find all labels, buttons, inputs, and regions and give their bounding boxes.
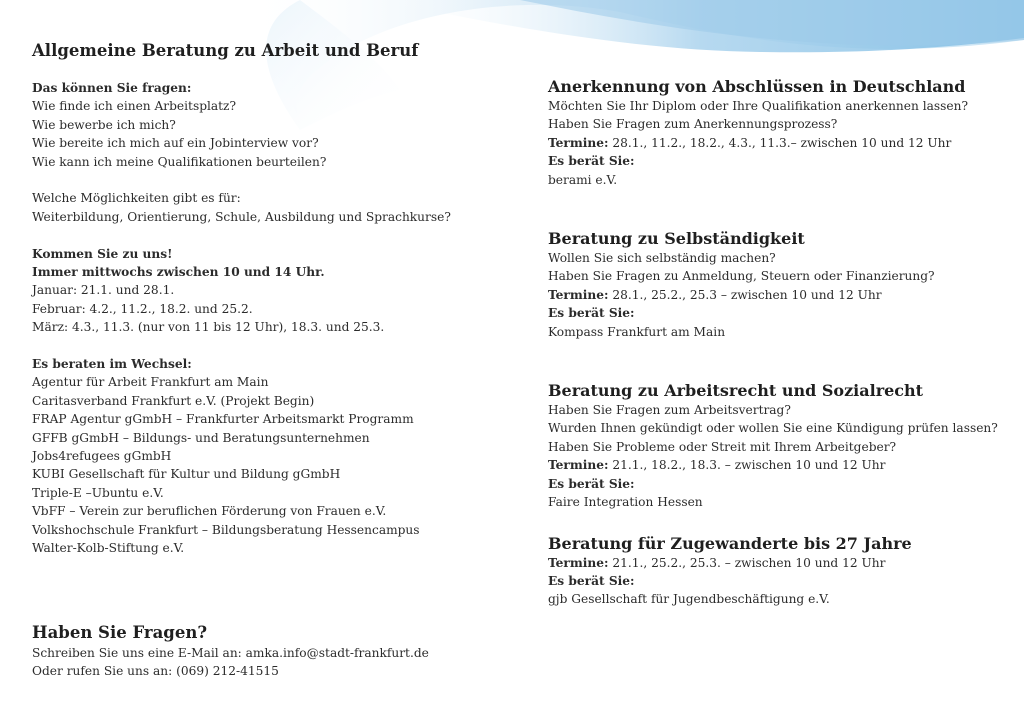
termine-line [548, 134, 1008, 152]
come-heading: Kommen Sie zu uns! [32, 246, 173, 261]
adviser-label: Es berät Sie: [548, 306, 635, 321]
contact-section [32, 622, 502, 681]
termine-line [548, 456, 1008, 474]
section-line: Haben Sie Fragen zum Arbeitsvertrag? [548, 403, 791, 418]
termine-dates: 28.1., 25.2., 25.3 – zwischen 10 und 12 Uhr [608, 287, 882, 302]
termine-line [548, 554, 1008, 572]
advisor-item: FRAP Agentur gGmbH – Frankfurter Arbeitsmarkt Programm [32, 412, 414, 427]
advisor-item: Jobs4refugees gGmbH [32, 449, 172, 464]
advisor-item: KUBI Gesellschaft für Kultur und Bildung gGmbH [32, 467, 341, 482]
section-heading: Anerkennung von Abschlüssen in Deutschland [548, 77, 966, 96]
general-advice-title: Allgemeine Beratung zu Arbeit und Beruf [32, 41, 419, 60]
section-heading: Beratung zu Arbeitsrecht und Sozialrecht [548, 381, 924, 401]
questions-heading: Das können Sie fragen: [32, 81, 192, 95]
advisor-item: Agentur für Arbeit Frankfurt am Main [32, 375, 269, 390]
date-line: März: 4.3., 11.3. (nur von 11 bis 12 Uhr), 18.3. und 25.3. [32, 320, 385, 335]
section-labour-law [548, 381, 1008, 511]
section-heading: Beratung zu Selbständigkeit [548, 229, 805, 249]
adviser-label: Es berät Sie: [548, 476, 635, 491]
advisor-item: VbFF – Verein zur beruflichen Förderung von Frauen e.V. [32, 504, 387, 519]
section-recognition [548, 77, 1008, 189]
termine-label: Termine: [548, 555, 609, 570]
general-advice-column [32, 40, 502, 558]
adviser-name: berami e.V. [548, 172, 618, 187]
adviser-label: Es berät Sie: [548, 154, 635, 169]
termine-dates: 21.1., 18.2., 18.3. – zwischen 10 und 12 Uhr [608, 458, 886, 473]
advisor-item: Caritasverband Frankfurt e.V. (Projekt Begin) [32, 393, 315, 408]
advisor-item: Walter-Kolb-Stiftung e.V. [32, 541, 185, 556]
advisor-item: GFFB gGmbH – Bildungs- und Beratungsunternehmen [32, 430, 370, 445]
section-line: Haben Sie Fragen zu Anmeldung, Steuern oder Finanzierung? [548, 269, 935, 284]
contact-heading: Haben Sie Fragen? [32, 623, 207, 642]
options-list: Weiterbildung, Orientierung, Schule, Ausbildung und Sprachkurse? [32, 209, 451, 224]
section-young-migrants [548, 534, 1008, 609]
section-line: Möchten Sie Ihr Diplom oder Ihre Qualifikation anerkennen lassen? [548, 99, 968, 113]
advisors-heading: Es beraten im Wechsel: [32, 357, 192, 372]
advisor-item: Volkshochschule Frankfurt – Bildungsberatung Hessencampus [32, 522, 420, 537]
section-line: Wurden Ihnen gekündigt oder wollen Sie eine Kündigung prüfen lassen? [548, 421, 998, 436]
termine-dates: 28.1., 11.2., 18.2., 4.3., 11.3.– zwischen 10 und 12 Uhr [608, 135, 952, 150]
termine-dates: 21.1., 25.2., 25.3. – zwischen 10 und 12 Uhr [608, 555, 886, 570]
section-line: Haben Sie Probleme oder Streit mit Ihrem Arbeitgeber? [548, 439, 897, 454]
section-heading: Beratung für Zugewanderte bis 27 Jahre [548, 533, 912, 553]
adviser-name: Faire Integration Hessen [548, 495, 703, 510]
adviser-name: gjb Gesellschaft für Jugendbeschäftigung e.V. [548, 592, 830, 607]
date-line: Februar: 4.2., 11.2., 18.2. und 25.2. [32, 301, 253, 316]
question-item: Wie bereite ich mich auf ein Jobinterview vor? [32, 136, 319, 151]
section-self-employment [548, 229, 1008, 341]
termine-line [548, 286, 1008, 304]
question-item: Wie finde ich einen Arbeitsplatz? [32, 99, 237, 114]
contact-phone-line: Oder rufen Sie uns an: (069) 212-41515 [32, 664, 279, 679]
date-line: Januar: 21.1. und 28.1. [32, 283, 175, 298]
question-item: Wie kann ich meine Qualifikationen beurteilen? [32, 154, 327, 169]
section-line: Wollen Sie sich selbständig machen? [548, 251, 776, 266]
schedule-heading: Immer mittwochs zwischen 10 und 14 Uhr. [32, 265, 325, 280]
adviser-name: Kompass Frankfurt am Main [548, 324, 726, 339]
question-item: Wie bewerbe ich mich? [32, 117, 176, 132]
specialist-advice-column [548, 77, 1008, 609]
termine-label: Termine: [548, 287, 609, 302]
section-line: Haben Sie Fragen zum Anerkennungsprozess? [548, 117, 838, 132]
termine-label: Termine: [548, 135, 609, 150]
termine-label: Termine: [548, 458, 609, 473]
contact-email-line: Schreiben Sie uns eine E-Mail an: amka.info@stadt-frankfurt.de [32, 646, 429, 660]
advisor-item: Triple-E –Ubuntu e.V. [32, 485, 164, 500]
options-intro: Welche Möglichkeiten gibt es für: [32, 191, 241, 206]
adviser-label: Es berät Sie: [548, 573, 635, 588]
